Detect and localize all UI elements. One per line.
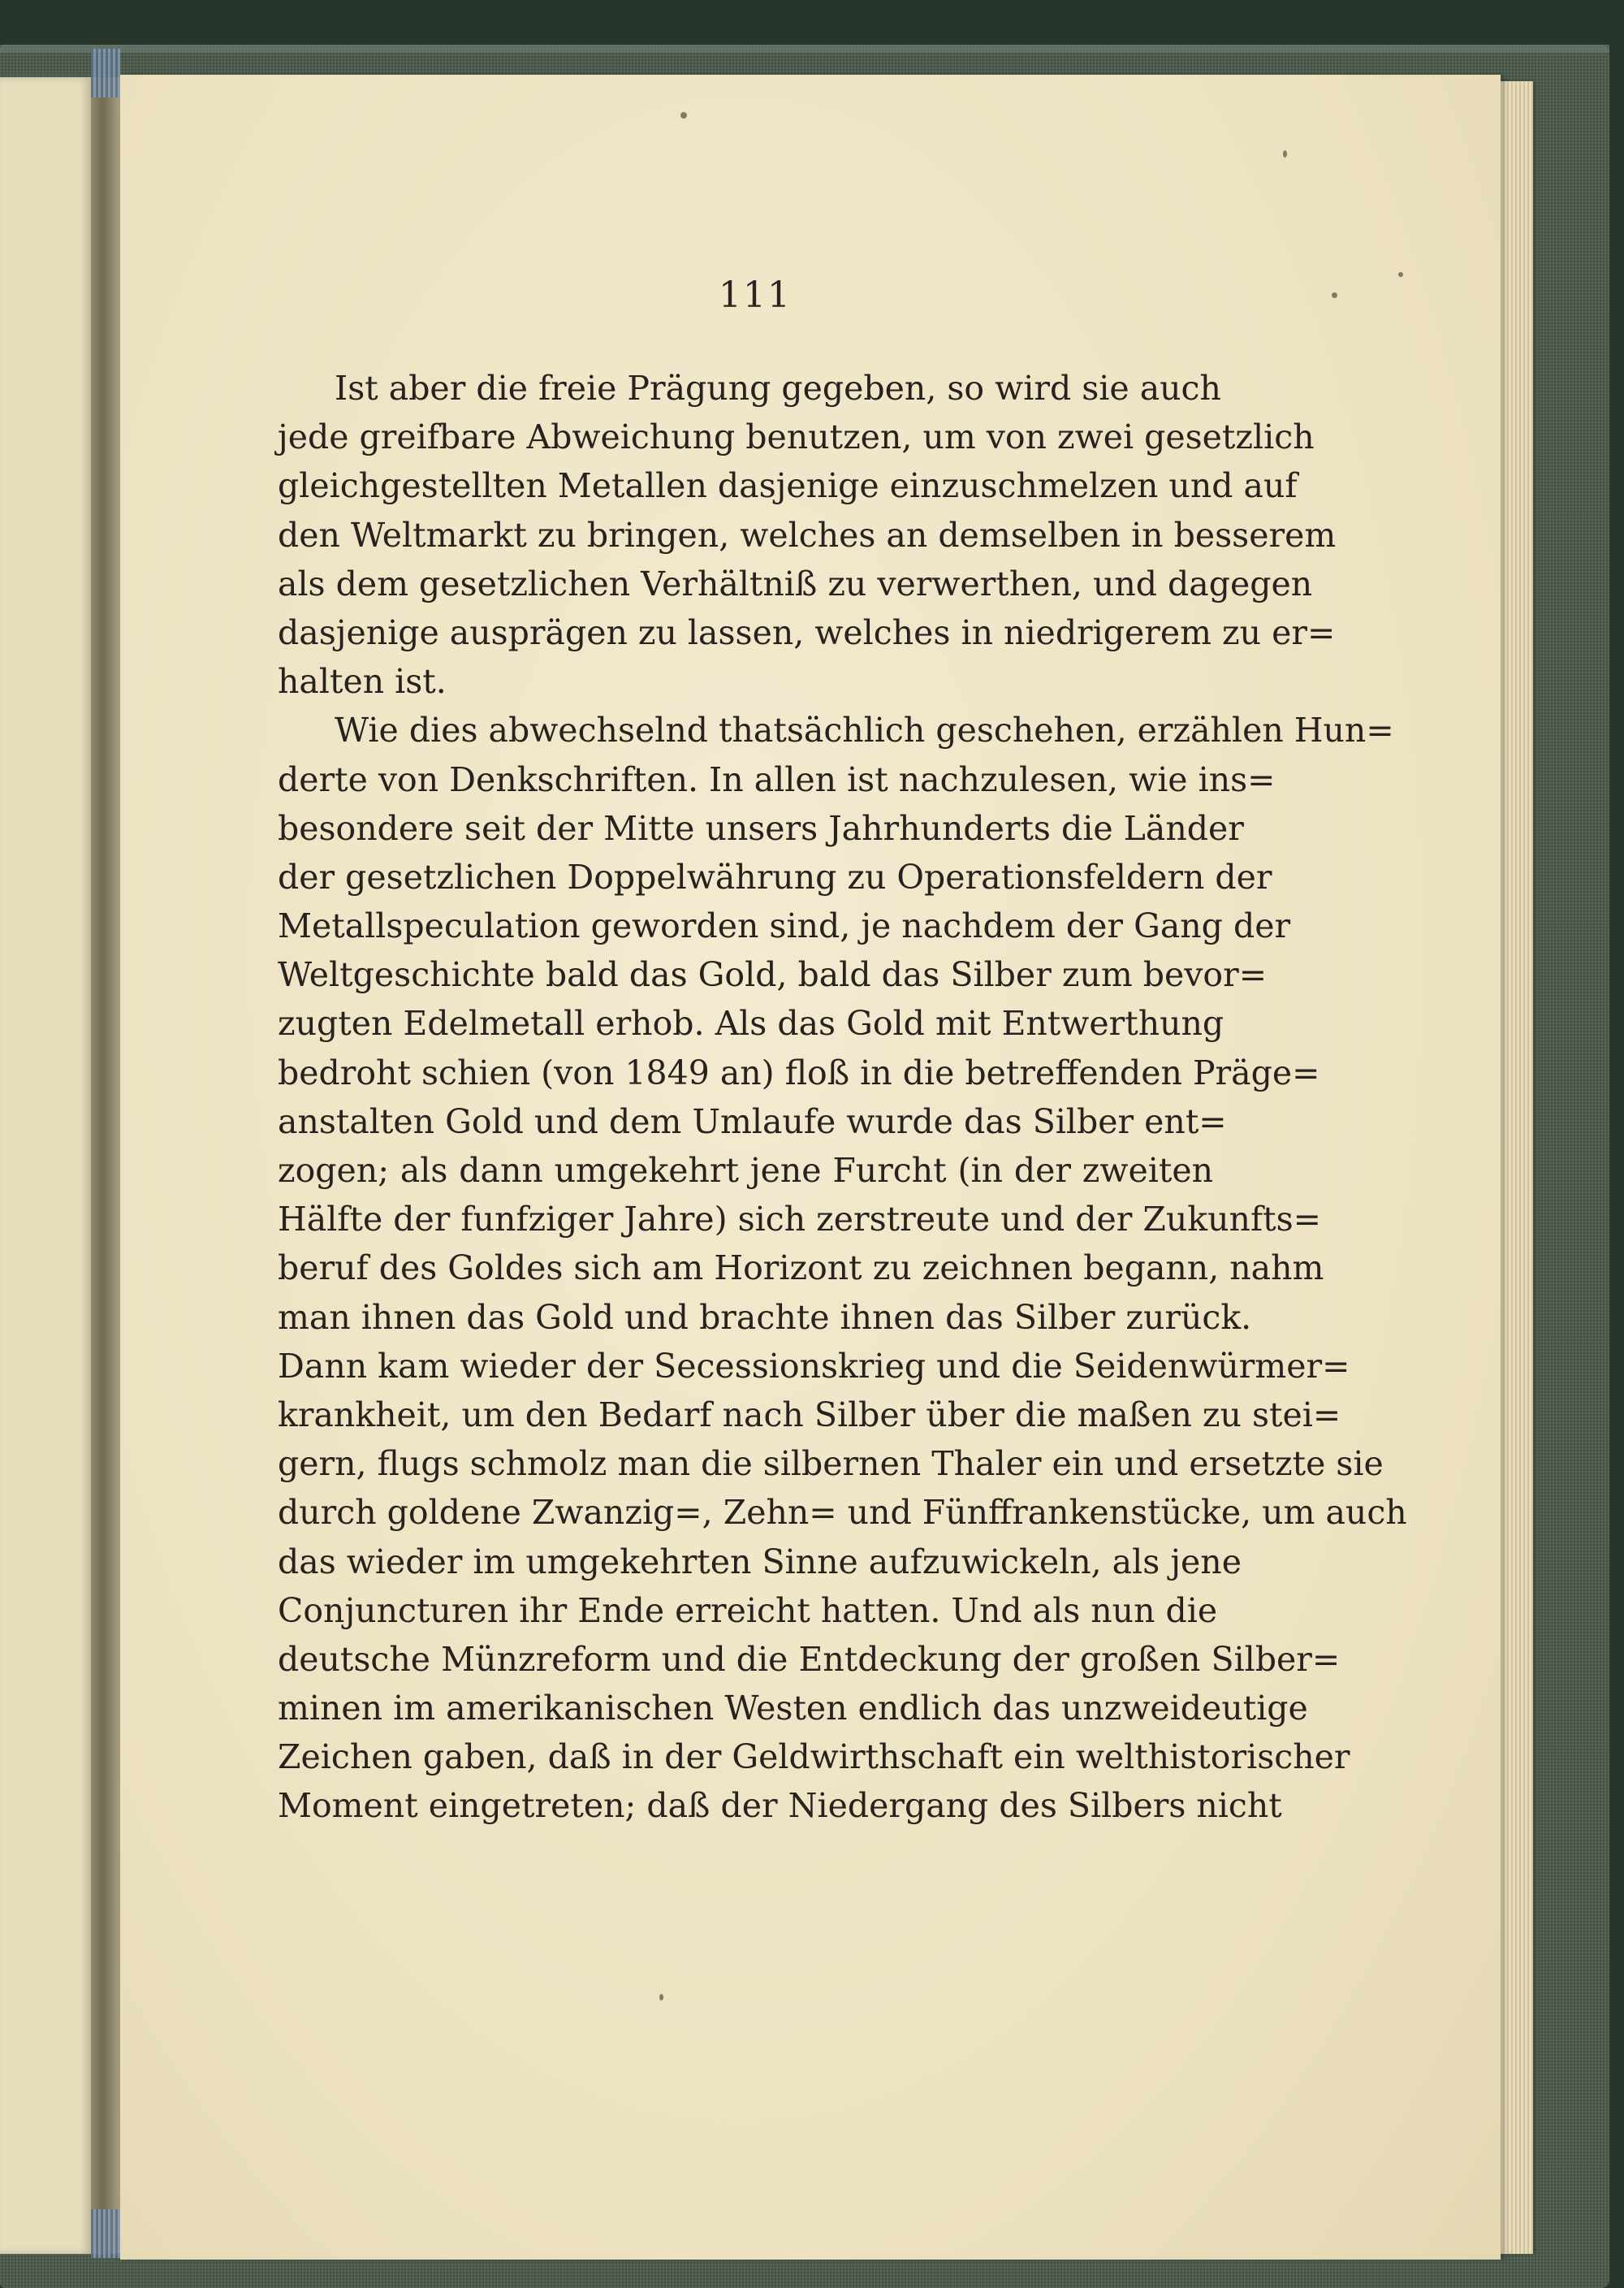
text-line: gern, flugs schmolz man die silbernen Thaler ein und ersetzte sie — [278, 1444, 1384, 1484]
text-line: Weltgeschichte bald das Gold, bald das Silber zum bevor= — [278, 955, 1268, 995]
scan-speck — [1332, 292, 1337, 298]
scan-speck — [1283, 150, 1287, 158]
text-line: minen im amerikanischen Westen endlich das unzweideutige — [278, 1689, 1308, 1728]
book-gutter — [91, 77, 120, 2254]
text-line: krankheit, um den Bedarf nach Silber über die maßen zu stei= — [278, 1395, 1341, 1434]
scan-speck — [659, 1994, 663, 2000]
text-line: zogen; als dann umgekehrt jene Furcht (in der zweiten — [278, 1151, 1213, 1190]
binding-thread-bottom — [91, 2209, 120, 2258]
text-line: dasjenige ausprägen zu lassen, welches in niedrigerem zu er= — [278, 612, 1336, 652]
text-line: den Weltmarkt zu bringen, welches an demselben in besserem — [278, 515, 1337, 555]
text-line: durch goldene Zwanzig=, Zehn= und Fünffrankenstücke, um auch — [278, 1493, 1407, 1533]
text-line: Moment eingetreten; daß der Niedergang des Silbers nicht — [278, 1786, 1282, 1826]
text-line: gleichgestellten Metallen dasjenige einzuschmelzen und auf — [278, 466, 1298, 506]
text-line: besondere seit der Mitte unsers Jahrhunderts die Länder — [278, 808, 1244, 848]
text-line: Conjuncturen ihr Ende erreicht hatten. Und als nun die — [278, 1590, 1218, 1630]
text-line: Dann kam wieder der Secessionskrieg und die Seidenwürmer= — [278, 1346, 1350, 1386]
text-line: Metallspeculation geworden sind, je nachdem der Gang der — [278, 906, 1291, 946]
text-line: Zeichen gaben, daß in der Geldwirthschaft ein welthistorischer — [278, 1737, 1350, 1777]
text-line: als dem gesetzlichen Verhältniß zu verwerthen, und dagegen — [278, 564, 1313, 603]
text-line: das wieder im umgekehrten Sinne aufzuwickeln, als jene — [278, 1542, 1242, 1581]
text-line: bedroht schien (von 1849 an) floß in die betreffenden Präge= — [278, 1053, 1320, 1092]
text-line: anstalten Gold und dem Umlaufe wurde das Silber ent= — [278, 1101, 1227, 1141]
text-line: halten ist. — [278, 662, 447, 702]
cover-edge — [0, 45, 1609, 53]
text-line: man ihnen das Gold und brachte ihnen das Silber zurück. — [278, 1297, 1252, 1337]
text-line: Hälfte der funfziger Jahre) sich zerstreute und der Zukunfts= — [278, 1200, 1321, 1239]
text-line: der gesetzlichen Doppelwährung zu Operationsfeldern der — [278, 857, 1272, 897]
scan-speck — [680, 112, 687, 119]
text-line: deutsche Münzreform und die Entdeckung der großen Silber= — [278, 1639, 1341, 1679]
text-line: Wie dies abwechselnd thatsächlich geschehen, erzählen Hun= — [335, 711, 1394, 750]
page-edges — [1501, 81, 1533, 2254]
text-line: derte von Denkschriften. In allen ist nachzulesen, wie ins= — [278, 759, 1276, 799]
text-line: beruf des Goldes sich am Horizont zu zeichnen begann, nahm — [278, 1248, 1324, 1288]
body-text — [278, 364, 1407, 1831]
binding-thread-top — [91, 49, 120, 97]
text-line: Ist aber die freie Prägung gegeben, so wird sie auch — [335, 369, 1221, 408]
text-line: jede greifbare Abweichung benutzen, um von zwei gesetzlich — [278, 417, 1315, 457]
left-page-fragment — [0, 77, 91, 2254]
text-line: zugten Edelmetall erhob. Als das Gold mit Entwerthung — [278, 1004, 1224, 1044]
scan-speck — [1398, 272, 1403, 277]
page-number: 111 — [719, 275, 792, 316]
